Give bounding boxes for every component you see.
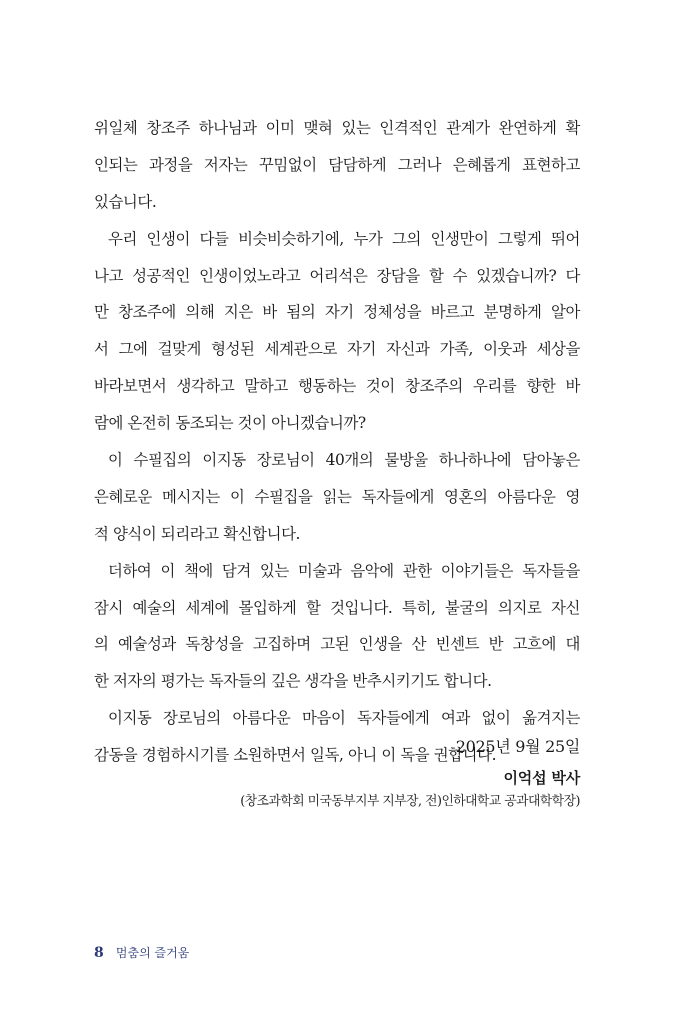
date: 2025년 9월 25일 bbox=[455, 737, 580, 756]
text-line: 적 양식이 되리라고 확신합니다. bbox=[94, 524, 301, 543]
running-title: 멈춤의 즐거움 bbox=[115, 946, 190, 960]
text-line: 만 창조주에 의해 지은 바 됨의 자기 정체성을 바르고 분명하게 알아 bbox=[94, 303, 580, 322]
page-footer bbox=[94, 944, 189, 961]
text-line: 나고 성공적인 인생이었노라고 어리석은 장담을 할 수 있겠습니까? 다 bbox=[94, 266, 580, 285]
text-line: 이 수필집의 이지동 장로님이 40개의 물방울 하나하나에 담아놓은 bbox=[108, 451, 580, 470]
text-line: 이지동 장로님의 아름다운 마음이 독자들에게 여과 없이 옮겨지는 bbox=[108, 709, 580, 728]
text-line: 인되는 과정을 저자는 꾸밈없이 담담하게 그러나 은혜롭게 표현하고 bbox=[94, 155, 580, 174]
text-line: 람에 온전히 동조되는 것이 아니겠습니까? bbox=[94, 414, 366, 433]
text-line: 서 그에 걸맞게 형성된 세계관으로 자기 자신과 가족, 이웃과 세상을 bbox=[94, 340, 580, 359]
text-line: 은혜로운 메시지는 이 수필집을 읽는 독자들에게 영혼의 아름다운 영 bbox=[94, 487, 580, 506]
text-line: 감동을 경험하시기를 소원하면서 일독, 아니 이 독을 권합니다. bbox=[94, 746, 497, 765]
text-line: 있습니다. bbox=[94, 192, 157, 211]
author-name: 이억섭 박사 bbox=[503, 769, 580, 787]
text-line: 위일체 창조주 하나님과 이미 맺혀 있는 인격적인 관계가 완연하게 확 bbox=[94, 119, 580, 137]
closing-signature bbox=[240, 735, 580, 811]
body-text bbox=[94, 110, 580, 774]
text-line: 더하여 이 책에 담겨 있는 미술과 음악에 관한 이야기들은 독자들을 bbox=[108, 561, 580, 580]
text-line: 의 예술성과 독창성을 고집하며 고된 인생을 산 빈센트 반 고흐에 대 bbox=[94, 635, 580, 654]
text-line: 잠시 예술의 세계에 몰입하게 할 것입니다. 특히, 불굴의 의지로 자신 bbox=[94, 598, 580, 617]
page-number: 8 bbox=[94, 945, 104, 961]
text-line: 바라보면서 생각하고 말하고 행동하는 것이 창조주의 우리를 향한 바 bbox=[94, 377, 580, 396]
text-line: 우리 인생이 다들 비슷비슷하기에, 누가 그의 인생만이 그렇게 뛰어 bbox=[108, 229, 580, 248]
author-affiliation: (창조과학회 미국동부지부 지부장, 전)인하대학교 공과대학학장) bbox=[240, 794, 580, 809]
text-line: 한 저자의 평가는 독자들의 깊은 생각을 반추시키기도 합니다. bbox=[94, 672, 492, 691]
